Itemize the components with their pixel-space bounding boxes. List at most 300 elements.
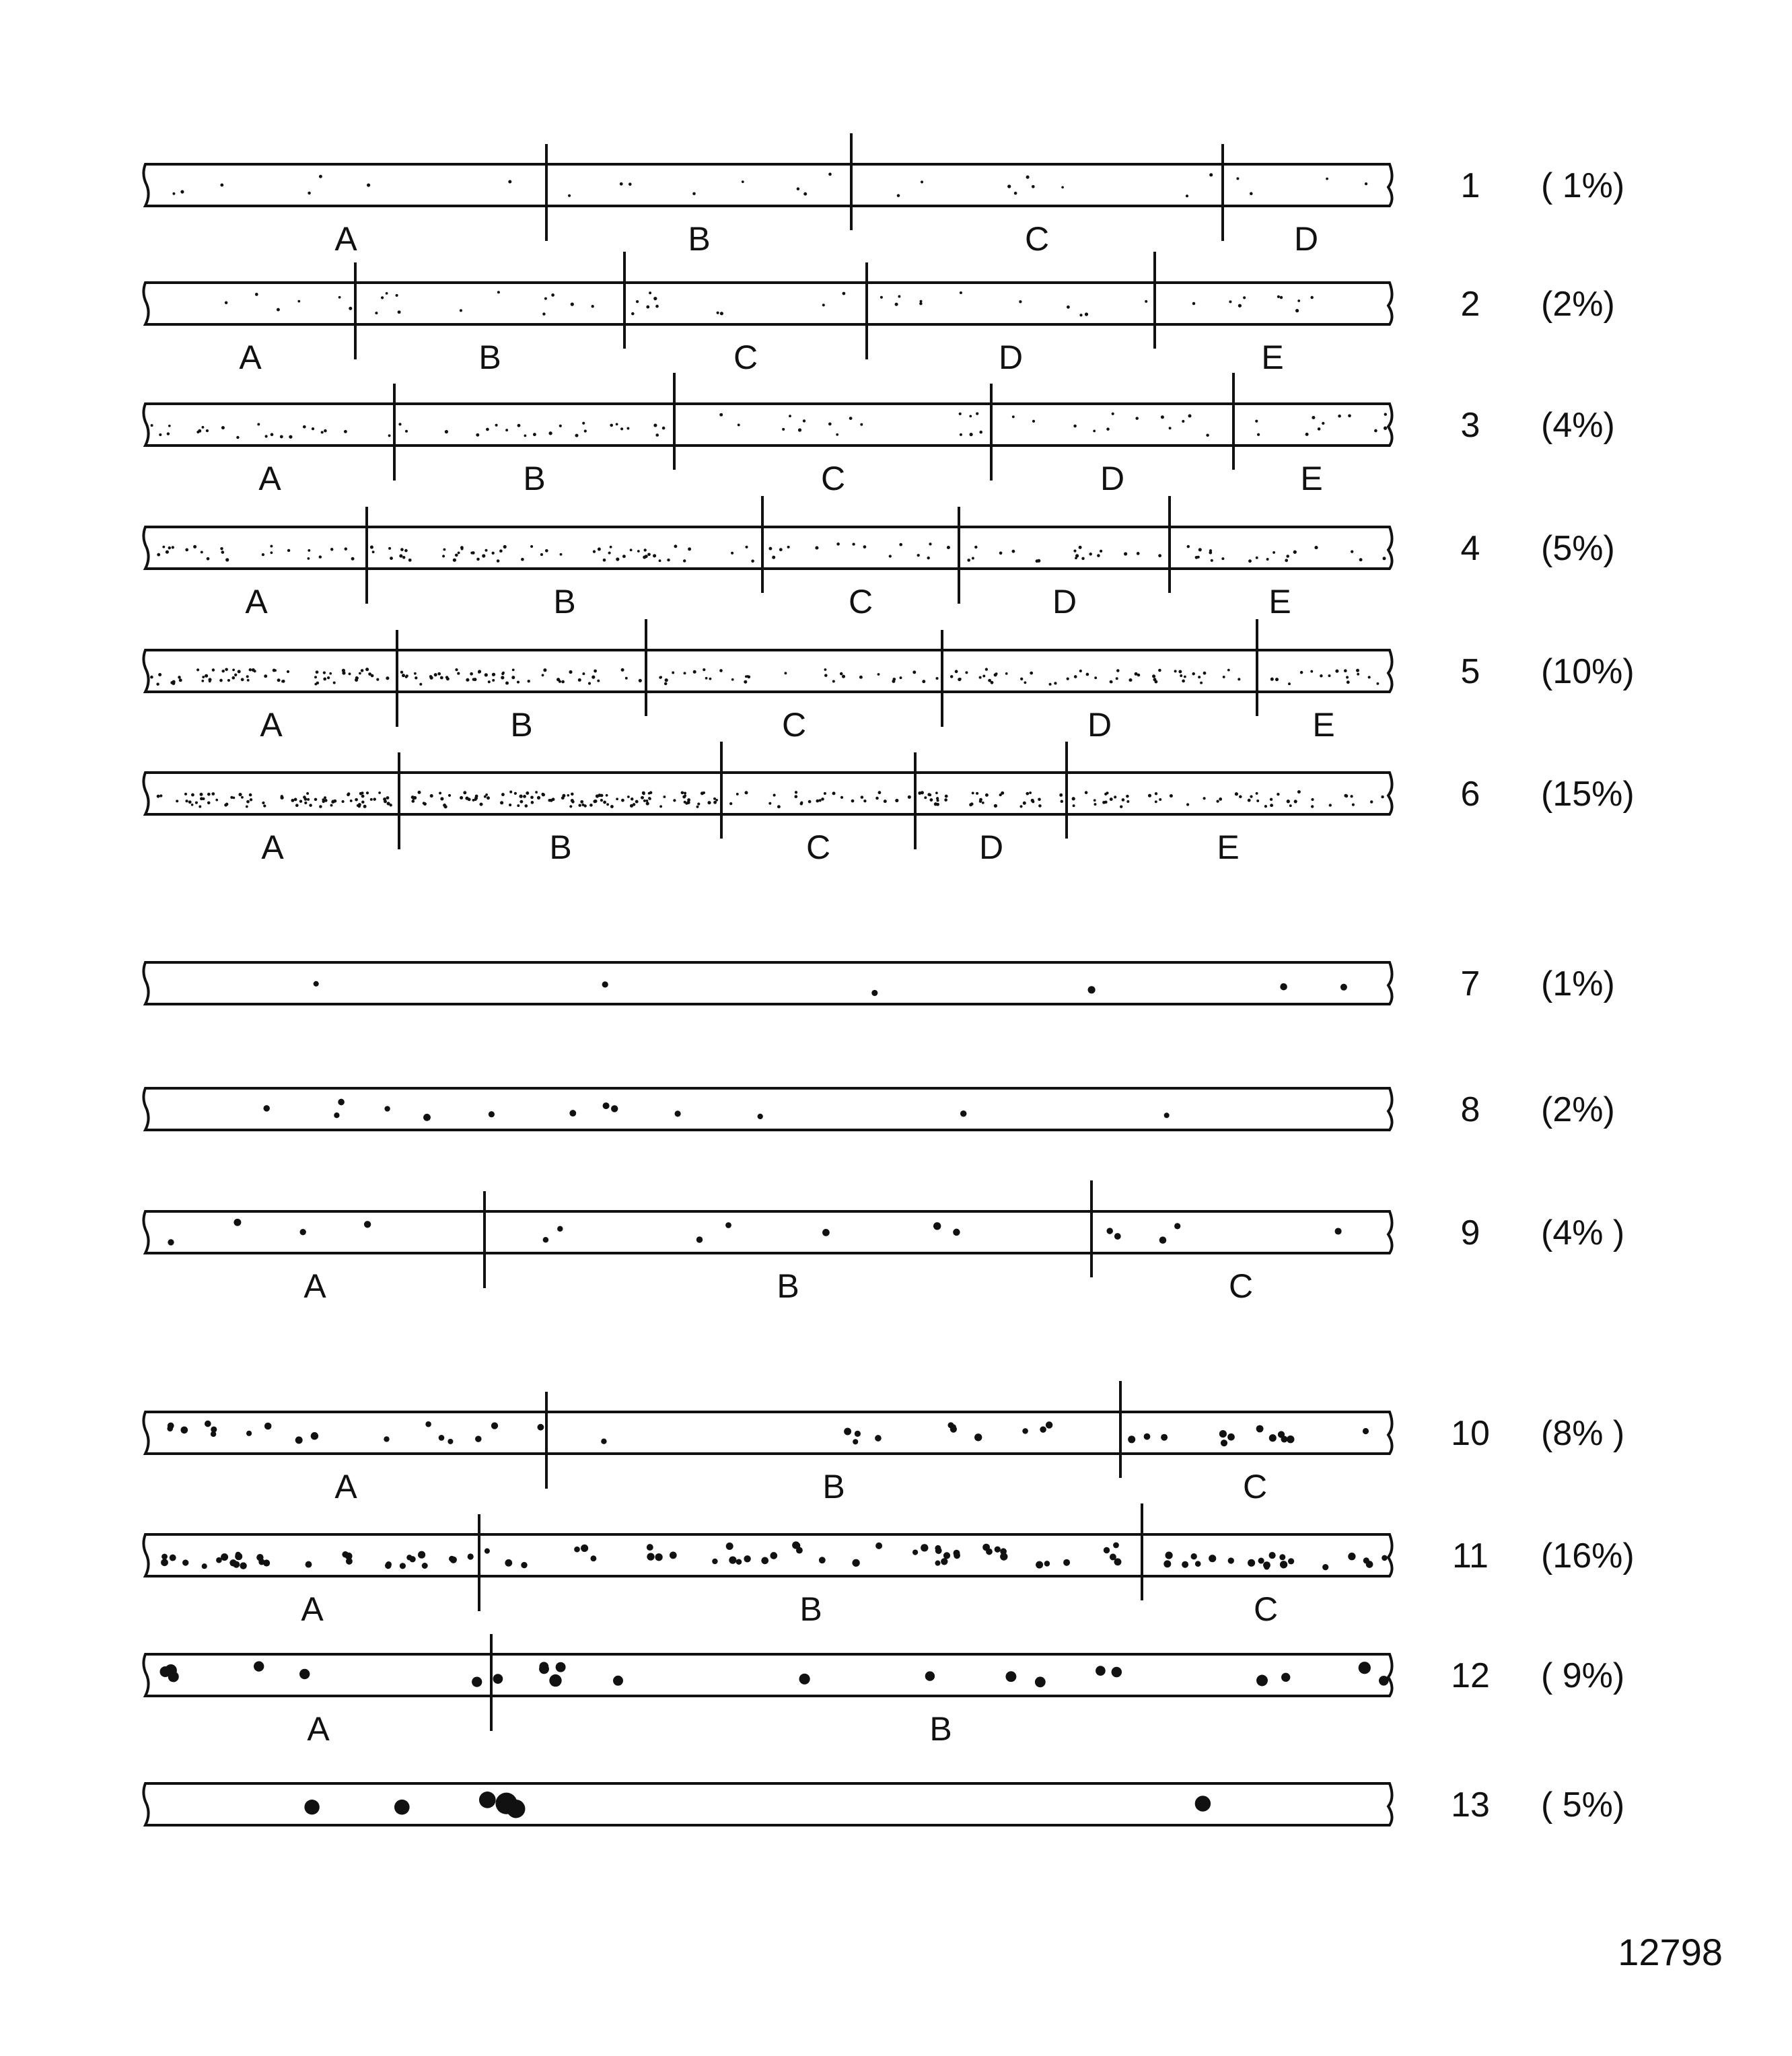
particle-dot bbox=[400, 671, 403, 674]
particle-dot bbox=[1116, 669, 1120, 672]
particle-dot bbox=[499, 549, 503, 553]
particle-dot bbox=[475, 795, 478, 798]
particle-dot bbox=[273, 669, 276, 672]
particle-dot bbox=[798, 428, 801, 431]
particle-dot bbox=[582, 422, 585, 425]
particle-dot bbox=[641, 796, 644, 800]
particle-dot bbox=[486, 428, 489, 431]
particle-dot bbox=[559, 425, 562, 427]
particle-dot bbox=[927, 557, 930, 559]
row-number: 4 bbox=[1460, 529, 1480, 568]
particle-dot bbox=[414, 672, 417, 675]
particle-dot bbox=[655, 433, 659, 437]
particle-dot bbox=[675, 1110, 681, 1116]
particle-dot bbox=[1288, 1558, 1294, 1564]
particle-dot bbox=[602, 981, 608, 987]
particle-dot bbox=[719, 413, 723, 417]
row-number: 6 bbox=[1460, 775, 1480, 814]
particle-dot bbox=[505, 429, 508, 431]
particle-dot bbox=[925, 1671, 935, 1680]
particle-dot bbox=[295, 1436, 303, 1444]
particle-dot bbox=[225, 302, 228, 305]
particle-dot bbox=[202, 676, 205, 678]
particle-dot bbox=[1191, 1553, 1197, 1559]
segment-label: E bbox=[1300, 460, 1323, 497]
particle-dot bbox=[505, 1559, 512, 1567]
particle-dot bbox=[1256, 557, 1258, 559]
particle-dot bbox=[338, 1099, 345, 1106]
particle-dot bbox=[1170, 794, 1173, 797]
particle-dot bbox=[1379, 1676, 1389, 1686]
segment-label: C bbox=[1253, 1590, 1279, 1628]
particle-dot bbox=[929, 793, 931, 796]
particle-dot bbox=[514, 792, 517, 795]
segment-label: E bbox=[1268, 583, 1291, 621]
particle-dot bbox=[943, 1552, 950, 1559]
particle-dot bbox=[1174, 1223, 1180, 1229]
particle-dot bbox=[1038, 798, 1041, 802]
segment-label: A bbox=[261, 828, 284, 866]
particle-dot bbox=[373, 797, 376, 801]
particle-dot bbox=[625, 677, 628, 680]
particle-dot bbox=[560, 553, 563, 556]
particle-dot bbox=[922, 680, 925, 683]
particle-dot bbox=[849, 417, 853, 420]
particle-dot bbox=[892, 678, 896, 681]
particle-dot bbox=[1075, 557, 1077, 559]
particle-dot bbox=[703, 668, 705, 671]
particle-dot bbox=[212, 668, 215, 671]
particle-dot bbox=[1216, 800, 1219, 802]
particle-dot bbox=[492, 673, 495, 676]
particle-dot bbox=[549, 1674, 561, 1687]
particle-dot bbox=[1112, 413, 1114, 415]
particle-dot bbox=[386, 676, 389, 680]
particle-dot bbox=[542, 793, 545, 796]
particle-dot bbox=[376, 678, 379, 681]
particle-dot bbox=[303, 795, 306, 799]
particle-dot bbox=[1311, 805, 1314, 808]
particle-dot bbox=[852, 542, 855, 545]
particle-dot bbox=[824, 668, 827, 671]
segment-label: E bbox=[1312, 706, 1335, 744]
particle-dot bbox=[933, 1222, 941, 1230]
row-percentage: (2%) bbox=[1541, 1090, 1615, 1129]
particle-dot bbox=[370, 798, 373, 801]
particle-dot bbox=[408, 559, 412, 562]
particle-dot bbox=[472, 1676, 482, 1687]
particle-dot bbox=[871, 990, 877, 996]
particle-dot bbox=[1311, 798, 1314, 801]
tube-row-10 bbox=[143, 1381, 1624, 1505]
particle-dot bbox=[367, 184, 370, 187]
particle-dot bbox=[842, 675, 845, 678]
particle-dot bbox=[655, 1553, 662, 1561]
particle-dot bbox=[1044, 1561, 1050, 1567]
particle-dot bbox=[495, 424, 498, 427]
segment-label: D bbox=[978, 828, 1004, 866]
particle-dot bbox=[616, 557, 619, 561]
particle-dot bbox=[1014, 192, 1017, 195]
segment-label: C bbox=[805, 828, 831, 866]
particle-dot bbox=[561, 796, 565, 800]
particle-dot bbox=[449, 1556, 455, 1562]
particle-dot bbox=[535, 791, 538, 793]
particle-dot bbox=[327, 676, 330, 679]
particle-dot bbox=[150, 676, 153, 679]
particle-dot bbox=[821, 797, 824, 801]
tube-row-8 bbox=[143, 1088, 1614, 1130]
tube-2 bbox=[143, 283, 1392, 324]
particle-dot bbox=[254, 1661, 264, 1671]
particle-dot bbox=[659, 676, 662, 678]
particle-dot bbox=[151, 424, 153, 427]
particle-dot bbox=[1088, 986, 1096, 993]
particle-dot bbox=[485, 673, 488, 676]
particle-dot bbox=[621, 799, 624, 802]
particle-dot bbox=[474, 798, 477, 801]
particle-dot bbox=[897, 194, 900, 197]
tube-row-3 bbox=[143, 373, 1614, 497]
particle-dot bbox=[442, 555, 445, 557]
particle-dot bbox=[921, 180, 923, 183]
particle-dot bbox=[491, 1422, 498, 1429]
particle-dot bbox=[453, 559, 456, 562]
tube-rows bbox=[143, 133, 1634, 1825]
particle-dot bbox=[789, 415, 791, 417]
particle-dot bbox=[314, 981, 319, 987]
particle-dot bbox=[495, 1793, 517, 1814]
particle-dot bbox=[1384, 413, 1387, 416]
particle-dot bbox=[523, 795, 526, 798]
particle-dot bbox=[1096, 1666, 1106, 1676]
particle-dot bbox=[1329, 804, 1332, 806]
particle-dot bbox=[543, 1237, 549, 1243]
particle-dot bbox=[580, 800, 583, 804]
particle-dot bbox=[1195, 556, 1198, 559]
particle-dot bbox=[1318, 427, 1321, 431]
particle-dot bbox=[324, 796, 326, 799]
particle-dot bbox=[1209, 551, 1212, 555]
particle-dot bbox=[492, 552, 495, 555]
particle-dot bbox=[185, 548, 188, 552]
particle-dot bbox=[601, 1439, 606, 1444]
particle-dot bbox=[461, 548, 464, 551]
particle-dot bbox=[1294, 800, 1297, 803]
particle-dot bbox=[264, 1423, 272, 1430]
particle-dot bbox=[530, 545, 533, 548]
particle-dot bbox=[205, 1421, 211, 1427]
particle-dot bbox=[443, 805, 447, 808]
particle-dot bbox=[703, 791, 705, 794]
particle-dot bbox=[201, 680, 204, 682]
particle-dot bbox=[594, 670, 597, 673]
particle-dot bbox=[603, 1102, 610, 1109]
particle-dot bbox=[236, 1552, 241, 1557]
particle-dot bbox=[162, 546, 165, 548]
particle-dot bbox=[366, 791, 369, 794]
particle-dot bbox=[299, 1669, 310, 1679]
particle-dot bbox=[622, 555, 626, 558]
tube-9 bbox=[143, 1211, 1392, 1253]
particle-dot bbox=[1000, 1553, 1007, 1560]
particle-dot bbox=[308, 192, 311, 195]
particle-dot bbox=[548, 799, 550, 802]
particle-dot bbox=[597, 680, 600, 682]
particle-dot bbox=[1063, 1559, 1070, 1566]
particle-dot bbox=[537, 1424, 544, 1431]
particle-dot bbox=[201, 426, 204, 429]
particle-dot bbox=[1297, 299, 1300, 302]
particle-dot bbox=[361, 669, 364, 672]
particle-dot bbox=[637, 550, 640, 553]
particle-dot bbox=[1344, 669, 1347, 672]
particle-dot bbox=[1081, 557, 1085, 561]
particle-dot bbox=[526, 791, 529, 795]
particle-dot bbox=[297, 300, 300, 303]
particle-dot bbox=[517, 424, 521, 427]
particle-dot bbox=[772, 556, 775, 559]
particle-dot bbox=[430, 794, 433, 797]
particle-dot bbox=[936, 799, 939, 802]
particle-dot bbox=[509, 804, 511, 806]
tube-row-13 bbox=[143, 1783, 1624, 1825]
particle-dot bbox=[1114, 1233, 1121, 1240]
particle-dot bbox=[1085, 312, 1088, 316]
particle-dot bbox=[1019, 300, 1022, 303]
particle-dot bbox=[1073, 425, 1077, 428]
tube-7 bbox=[143, 962, 1392, 1004]
particle-dot bbox=[1219, 1430, 1227, 1438]
particle-dot bbox=[960, 291, 962, 294]
particle-dot bbox=[663, 795, 666, 798]
particle-dot bbox=[1046, 1421, 1053, 1429]
particle-dot bbox=[684, 791, 686, 794]
particle-dot bbox=[878, 791, 882, 794]
segment-label: E bbox=[1217, 828, 1240, 866]
particle-dot bbox=[308, 549, 310, 552]
particle-dot bbox=[955, 670, 958, 673]
particle-dot bbox=[974, 546, 977, 548]
particle-dot bbox=[1110, 1554, 1116, 1561]
particle-dot bbox=[1269, 1552, 1276, 1559]
particle-dot bbox=[1229, 300, 1231, 303]
particle-dot bbox=[324, 429, 327, 433]
particle-dot bbox=[479, 803, 482, 806]
particle-dot bbox=[954, 1552, 960, 1559]
particle-dot bbox=[822, 304, 825, 306]
particle-dot bbox=[1019, 805, 1022, 808]
particle-dot bbox=[418, 791, 421, 794]
particle-dot bbox=[744, 791, 748, 794]
particle-dot bbox=[1348, 414, 1351, 417]
particle-dot bbox=[361, 801, 365, 804]
particle-dot bbox=[593, 800, 596, 803]
segment-label: A bbox=[307, 1710, 330, 1748]
row-percentage: (8% ) bbox=[1541, 1414, 1625, 1453]
particle-dot bbox=[1374, 429, 1377, 433]
particle-dot bbox=[664, 682, 668, 686]
row-percentage: ( 9%) bbox=[1541, 1656, 1625, 1695]
segment-label: A bbox=[334, 1468, 357, 1505]
particle-dot bbox=[773, 793, 776, 796]
particle-dot bbox=[311, 1432, 318, 1440]
particle-dot bbox=[182, 1559, 188, 1565]
segment-label: A bbox=[260, 706, 283, 744]
particle-dot bbox=[832, 791, 835, 795]
particle-dot bbox=[400, 548, 404, 551]
particle-dot bbox=[1126, 795, 1129, 798]
particle-dot bbox=[540, 553, 543, 556]
particle-dot bbox=[234, 1219, 241, 1226]
particle-dot bbox=[985, 793, 989, 797]
segment-label: E bbox=[1261, 339, 1284, 376]
particle-dot bbox=[875, 797, 879, 800]
particle-dot bbox=[1094, 676, 1097, 679]
particle-dot bbox=[794, 1543, 801, 1549]
particle-dot bbox=[610, 546, 612, 548]
particle-dot bbox=[620, 427, 623, 430]
particle-dot bbox=[836, 433, 838, 436]
particle-dot bbox=[512, 668, 515, 671]
particle-dot bbox=[852, 1559, 859, 1567]
particle-dot bbox=[631, 312, 635, 316]
particle-dot bbox=[787, 546, 790, 548]
particle-dot bbox=[1182, 420, 1184, 423]
particle-dot bbox=[439, 791, 441, 794]
particle-dot bbox=[308, 557, 310, 560]
particle-dot bbox=[1198, 676, 1200, 678]
row-number: 1 bbox=[1460, 166, 1480, 205]
particle-dot bbox=[225, 668, 228, 672]
particle-dot bbox=[705, 677, 708, 680]
particle-dot bbox=[1322, 1564, 1328, 1570]
particle-dot bbox=[1280, 296, 1283, 299]
particle-dot bbox=[455, 668, 458, 671]
particle-dot bbox=[877, 673, 880, 676]
particle-dot bbox=[365, 668, 369, 671]
particle-dot bbox=[159, 794, 162, 797]
particle-dot bbox=[1381, 795, 1384, 798]
particle-dot bbox=[1012, 415, 1015, 418]
row-percentage: (16%) bbox=[1541, 1536, 1635, 1575]
particle-dot bbox=[593, 550, 596, 553]
particle-dot bbox=[584, 429, 587, 432]
particle-dot bbox=[598, 547, 601, 551]
particle-dot bbox=[445, 430, 448, 433]
particle-dot bbox=[1061, 186, 1064, 188]
particle-dot bbox=[736, 793, 739, 795]
particle-dot bbox=[304, 1800, 319, 1814]
particle-dot bbox=[1158, 554, 1161, 557]
particle-dot bbox=[953, 1229, 960, 1236]
particle-dot bbox=[419, 683, 422, 686]
particle-dot bbox=[361, 795, 365, 798]
particle-dot bbox=[921, 1544, 928, 1551]
particle-dot bbox=[653, 424, 657, 427]
particle-dot bbox=[476, 558, 480, 561]
particle-dot bbox=[945, 795, 948, 798]
particle-dot bbox=[1340, 984, 1347, 991]
particle-dot bbox=[620, 182, 623, 186]
particle-dot bbox=[314, 676, 317, 678]
particle-dot bbox=[1206, 433, 1209, 437]
particle-dot bbox=[1227, 669, 1230, 672]
particle-dot bbox=[388, 547, 391, 550]
particle-dot bbox=[1293, 551, 1297, 554]
particle-dot bbox=[229, 1559, 236, 1566]
particle-dot bbox=[1277, 295, 1280, 298]
particle-dot bbox=[503, 545, 507, 548]
particle-dot bbox=[1113, 1543, 1119, 1549]
particle-dot bbox=[345, 547, 348, 551]
particle-dot bbox=[1314, 546, 1318, 549]
particle-dot bbox=[965, 671, 968, 674]
particle-dot bbox=[1097, 554, 1100, 557]
particle-dot bbox=[381, 296, 384, 299]
particle-dot bbox=[1164, 1112, 1170, 1118]
particle-dot bbox=[196, 668, 199, 671]
particle-dot bbox=[574, 1547, 580, 1553]
particle-dot bbox=[1128, 1435, 1135, 1443]
particle-dot bbox=[1032, 185, 1035, 188]
particle-dot bbox=[561, 680, 565, 684]
particle-dot bbox=[1266, 558, 1269, 561]
particle-dot bbox=[824, 792, 826, 795]
segment-label: D bbox=[998, 339, 1024, 376]
particle-dot bbox=[1020, 678, 1023, 680]
particle-dot bbox=[1368, 676, 1371, 678]
particle-dot bbox=[470, 672, 473, 676]
particle-dot bbox=[1310, 670, 1313, 673]
particle-dot bbox=[824, 674, 828, 677]
particle-dot bbox=[387, 802, 390, 805]
particle-dot bbox=[1335, 670, 1338, 673]
particle-dot bbox=[168, 425, 171, 427]
particle-dot bbox=[1093, 430, 1096, 433]
particle-dot bbox=[588, 682, 591, 684]
particle-dot bbox=[1187, 545, 1190, 548]
particle-dot bbox=[697, 803, 700, 806]
particle-dot bbox=[569, 670, 572, 674]
particle-dot bbox=[1363, 1428, 1369, 1434]
particle-dot bbox=[731, 678, 734, 681]
particle-dot bbox=[238, 793, 242, 796]
particle-dot bbox=[935, 791, 938, 794]
particle-dot bbox=[853, 1439, 858, 1444]
particle-dot bbox=[1288, 682, 1291, 685]
particle-dot bbox=[959, 678, 962, 680]
particle-dot bbox=[1221, 557, 1224, 560]
particle-dot bbox=[238, 670, 241, 673]
particle-dot bbox=[1159, 798, 1161, 801]
row-number: 8 bbox=[1460, 1090, 1480, 1129]
particle-dot bbox=[1032, 800, 1034, 803]
particle-dot bbox=[511, 676, 515, 679]
particle-dot bbox=[295, 804, 299, 807]
particle-dot bbox=[1188, 415, 1192, 418]
particle-dot bbox=[670, 1552, 677, 1559]
particle-dot bbox=[552, 797, 555, 801]
tube-row-5 bbox=[143, 619, 1634, 744]
particle-dot bbox=[1256, 800, 1259, 802]
particle-dot bbox=[1370, 800, 1373, 803]
particle-dot bbox=[653, 297, 657, 300]
particle-dot bbox=[208, 678, 211, 681]
particle-dot bbox=[1011, 550, 1015, 553]
particle-dot bbox=[1110, 680, 1113, 684]
particle-dot bbox=[603, 559, 606, 562]
